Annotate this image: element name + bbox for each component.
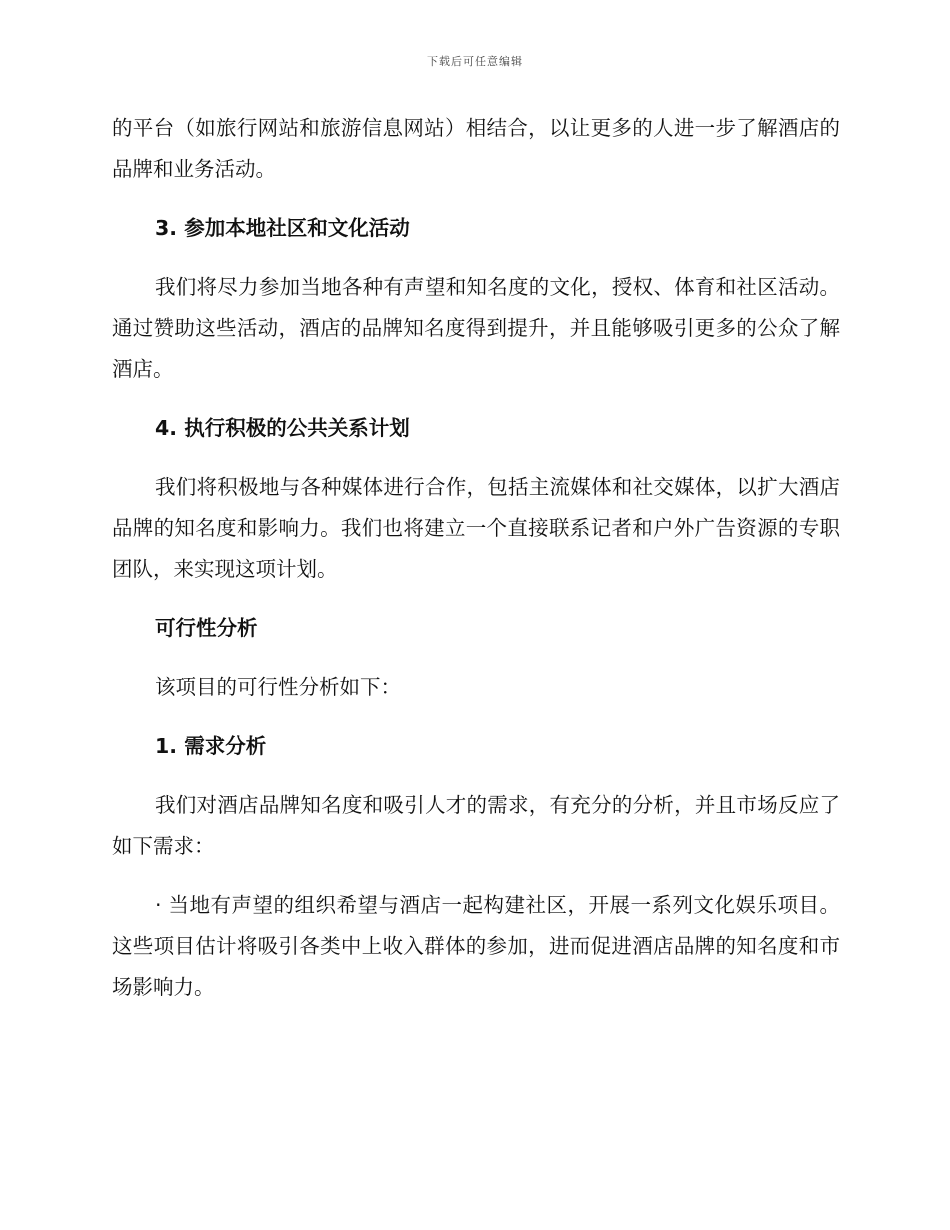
heading-feasibility: 可行性分析	[155, 616, 258, 640]
paragraph-community-activities: 我们将尽力参加当地各种有声望和知名度的文化，授权、体育和社区活动。通过赞助这些活动，酒店的品牌知名度得到提升，并且能够吸引更多的公众了解酒店。	[112, 275, 840, 381]
paragraph-bullet-community: · 当地有声望的组织希望与酒店一起构建社区，开展一系列文化娱乐项目。 这些项目估计将吸引各类中上收入群体的参加，进而促进酒店品牌的知名度和市场影响力。	[112, 893, 840, 999]
page-header: 下载后可任意编辑	[427, 55, 523, 68]
heading-community-activities: 3. 参加本地社区和文化活动	[155, 216, 410, 240]
paragraph-demand-analysis: 我们对酒店品牌知名度和吸引人才的需求，有充分的分析，并且市场反应了如下需求：	[112, 793, 840, 858]
paragraph-public-relations: 我们将积极地与各种媒体进行合作，包括主流媒体和社交媒体，以扩大酒店品牌的知名度和影响力。我们也将建立一个直接联系记者和户外广告资源的专职团队，来实现这项计划。	[112, 475, 840, 581]
heading-public-relations: 4. 执行积极的公共关系计划	[155, 416, 410, 440]
document-body	[112, 108, 840, 1008]
paragraph-feasibility-intro: 该项目的可行性分析如下：	[155, 675, 401, 699]
paragraph-continuation: 的平台（如旅行网站和旅游信息网站）相结合，以让更多的人进一步了解酒店的品牌和业务活动。	[112, 116, 840, 181]
heading-demand-analysis: 1. 需求分析	[155, 734, 267, 758]
